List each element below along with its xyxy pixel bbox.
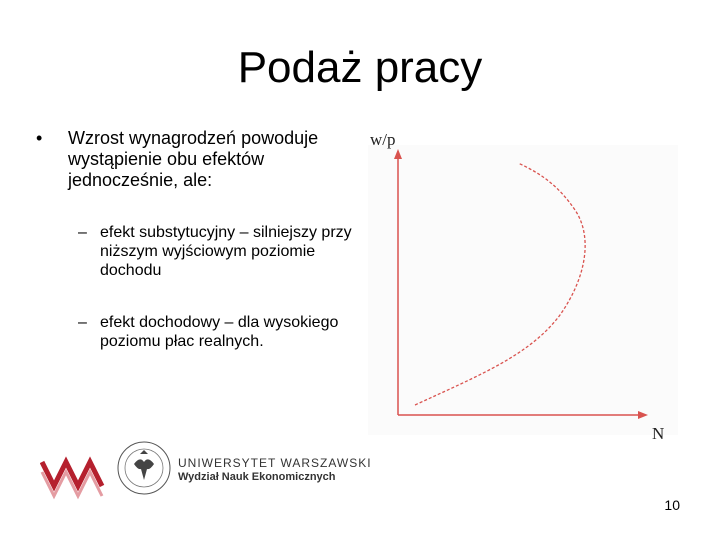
sub-bullet-list [34,223,364,351]
footer-logos [40,438,176,502]
bullet-main-text: Wzrost wynagrodzeń powoduje wystąpienie obu efektów jednocześnie, ale: [68,128,319,190]
page-number: 10 [664,497,680,513]
university-name: UNIWERSYTET WARSZAWSKI [178,456,372,470]
bullet-symbol: • [36,128,43,148]
labor-supply-graph [360,125,680,445]
bullet-item-main [34,128,364,191]
university-seal-icon [118,442,170,494]
graph-background [368,145,678,435]
slide-title: Podaż pracy [237,43,483,92]
faculty-name: Wydział Nauk Ekonomicznych [178,471,336,483]
sub-bullet-income [34,313,364,351]
sub-bullet-substitution [34,223,364,280]
bullet-list [34,128,364,384]
y-axis-label: w/p [370,130,396,149]
sub-bullet-text-1: efekt substytucyjny – silniejszy przy niższym wyjściowym poziomie dochodu [100,224,352,279]
dash-symbol: – [78,224,87,241]
faculty-logo-icon [42,462,102,496]
x-axis-label: N [652,424,665,443]
dash-symbol: – [78,314,87,331]
sub-bullet-text-2: efekt dochodowy – dla wysokiego poziomu płac realnych. [100,314,339,350]
